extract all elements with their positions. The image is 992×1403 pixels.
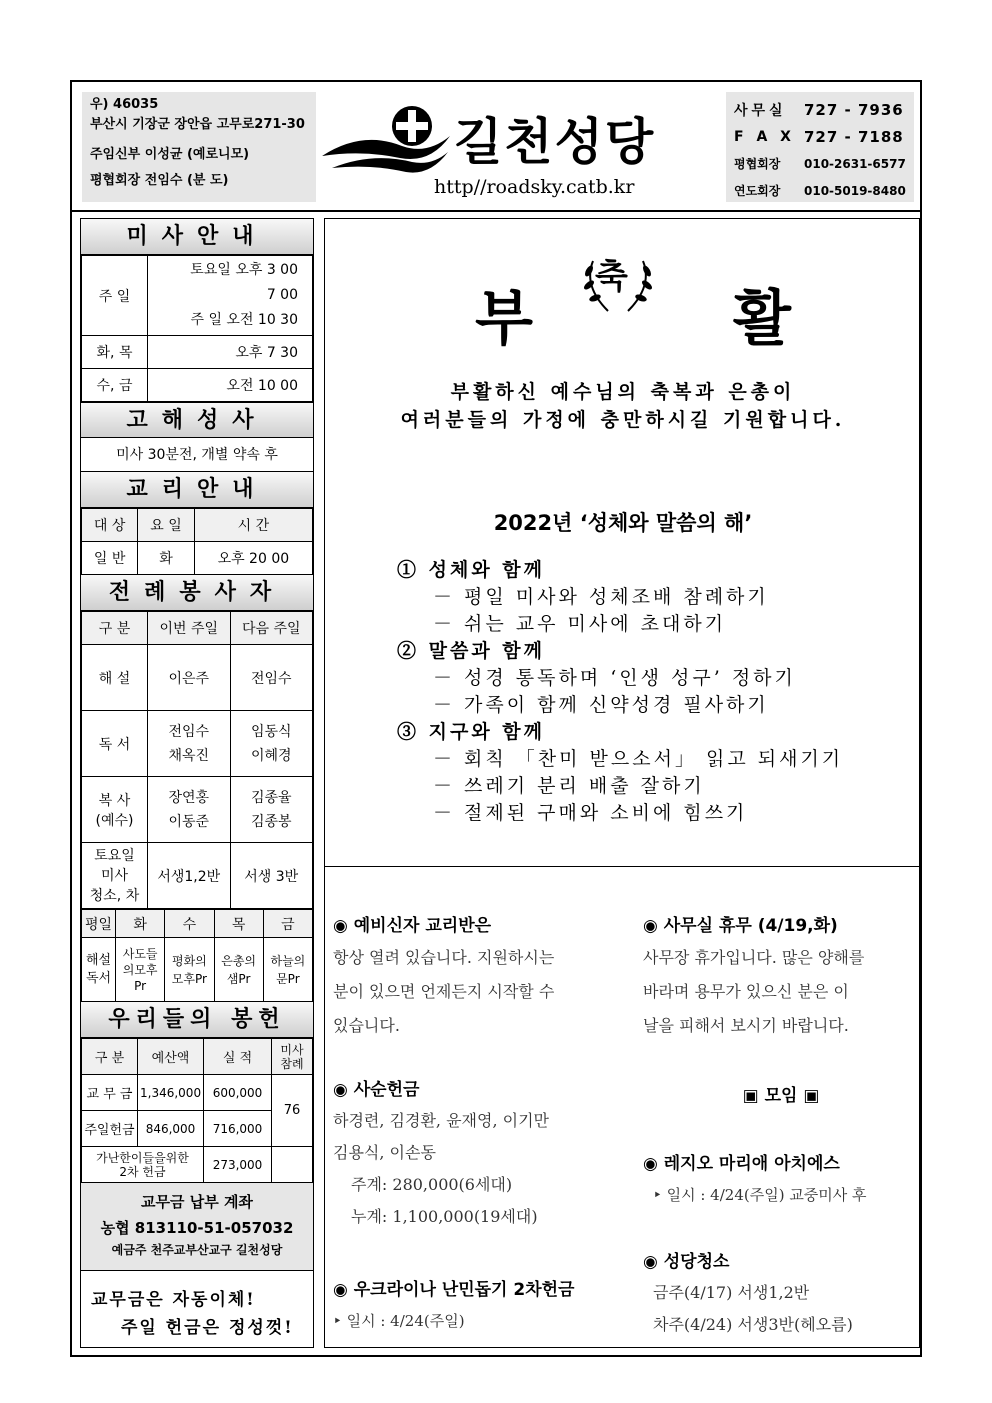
notices-box (325, 869, 921, 1349)
website-link[interactable]: http//roadsky.catb.kr (434, 176, 635, 198)
account-number: 농협 813110-51-057032 (100, 1219, 294, 1237)
col-header: 금 (263, 910, 312, 938)
contact-fax (734, 123, 906, 150)
footer-note (81, 1271, 313, 1351)
tuethu-label: 화, 목 (82, 336, 148, 369)
confession-note: 미사 30분전, 개별 약속 후 (81, 438, 313, 472)
notice-line: ‣ 일시 : 4/24(주일) (333, 1312, 465, 1330)
contact-memorial (734, 177, 906, 204)
item-sub: － 절제된 구매와 소비에 힘쓰기 (433, 802, 748, 824)
notice-title: ◉ 사순헌금 (333, 1080, 420, 1100)
parish-name: 길천성당 (454, 113, 656, 171)
sunday-times (148, 256, 313, 336)
item-sub: － 성경 통독하며 ‘인생 성구’ 정하기 (433, 667, 796, 689)
col-header: 예산액 (138, 1039, 204, 1075)
catechumen-notice (333, 911, 613, 1043)
col-header: 평일 (82, 910, 116, 938)
col-header: 구 분 (82, 612, 148, 645)
notice-line: 있습니다. (333, 1016, 400, 1035)
item-sub: － 쓰레기 분리 배출 잘하기 (433, 775, 705, 797)
lent-offering-notice (333, 1075, 613, 1233)
col-header: 수 (165, 910, 214, 938)
sunday-label: 주 일 (82, 256, 148, 336)
catechism-table (81, 508, 313, 575)
office-notice (643, 911, 919, 1043)
next-week-cell: 김종율 김종봉 (230, 777, 313, 843)
greeting-line: 부활하신 예수님의 축복과 은총이 (450, 381, 796, 403)
footer-line: 교무금은 자동이체! (91, 1290, 256, 1310)
cleaning-notice (643, 1247, 919, 1341)
next-week-cell: 전임수 (230, 645, 313, 711)
notice-line: 항상 열려 있습니다. 지원하시는 (333, 948, 555, 967)
notice-line: 바라며 용무가 있으신 분은 이 (643, 982, 849, 1001)
col-header: 목 (214, 910, 263, 938)
offering-budget: 846,000 (138, 1111, 204, 1147)
parish-logo-icon (322, 100, 452, 180)
col-header: 구 분 (82, 1039, 138, 1075)
celebration-badge: 축 (595, 257, 628, 297)
notice-title: ◉ 성당청소 (643, 1252, 730, 1272)
weekday-cell: 사도들 의모후 Pr (116, 938, 165, 1002)
item-head: ② 말씀과 함께 (397, 640, 545, 662)
council-head: 평협회장 전임수 (분 도) (90, 173, 229, 188)
contact-label: 평협회장 (734, 157, 781, 171)
notice-title: ◉ 우크라이나 난민돕기 2차헌금 (333, 1280, 575, 1300)
weekday-cell: 평화의 모후Pr (165, 938, 214, 1002)
col-header: 실 적 (204, 1039, 272, 1075)
role-cell: 독 서 (82, 711, 148, 777)
address: 부산시 기장군 장안읍 고무로271-30 (90, 117, 305, 132)
greeting-line: 여러분들의 가정에 충만하시길 기원합니다. (400, 409, 846, 431)
offering-actual: 273,000 (204, 1147, 272, 1183)
mass-title: 미사안내 (81, 219, 313, 255)
this-week-cell: 장연홍 이동준 (148, 777, 231, 843)
role-cell: 토요일 미사 청소, 차 (82, 843, 148, 909)
parish-info (82, 92, 316, 202)
catechism-title: 교리안내 (81, 472, 313, 508)
account-box (81, 1183, 313, 1271)
offering-budget: 1,346,000 (138, 1075, 204, 1111)
item-sub: － 회칙 「찬미 받으소서」 읽고 되새기기 (433, 748, 844, 770)
offering-label: 가난한이들을위한 2차 헌금 (82, 1147, 204, 1183)
account-title: 교무금 납부 계좌 (141, 1193, 253, 1211)
contact-office (734, 96, 906, 123)
notice-line: 차주(4/24) 서생3반(헤오름) (653, 1315, 853, 1334)
contact-value: 010-5019-8480 (804, 183, 906, 198)
item-sub: － 평일 미사와 성체조배 참례하기 (433, 586, 769, 608)
easter-char-right: 활 (733, 284, 791, 354)
contact-council (734, 150, 906, 177)
this-week-cell: 전임수 채옥진 (148, 711, 231, 777)
pastor: 주임신부 이성균 (예로니모) (90, 147, 250, 162)
notice-title: ◉ 레지오 마리애 아치에스 (643, 1154, 840, 1174)
week-total: 주계: 280,000(6세대) (351, 1175, 513, 1194)
weekday-liturgy-table (81, 909, 313, 1002)
weekday-cell: 해설 독서 (82, 938, 116, 1002)
contact-value: 727 - 7936 (804, 100, 904, 119)
tuethu-time: 오후 7 30 (148, 336, 313, 369)
item-head: ① 성체와 함께 (397, 559, 545, 581)
col-header: 대 상 (82, 509, 138, 542)
time-line: 주 일 오전 10 30 (190, 312, 298, 328)
notice-title: ◉ 예비신자 교리반은 (333, 916, 492, 936)
postal-code: 우) 46035 (90, 97, 159, 112)
cumulative-total: 누계: 1,100,000(19세대) (351, 1207, 538, 1226)
notice-line: 분이 있으면 언제든지 시작할 수 (333, 982, 555, 1001)
notice-line: 날을 피해서 보시기 바랍니다. (643, 1016, 849, 1035)
time-line: 토요일 오후 3 00 (190, 262, 298, 278)
account-holder: 예금주 천주교부산교구 길천성당 (111, 1243, 283, 1257)
bulletin-page (70, 80, 922, 1357)
easter-box (325, 219, 921, 867)
mass-schedule-table (81, 255, 313, 402)
header (72, 82, 920, 212)
wedfri-time: 오전 10 00 (148, 369, 313, 402)
offering-actual: 716,000 (204, 1111, 272, 1147)
contact-value: 010-2631-6577 (804, 156, 906, 171)
item-sub: － 쉬는 교우 미사에 초대하기 (433, 613, 727, 635)
easter-char-left: 부 (475, 284, 533, 354)
item-head: ③ 지구와 함께 (397, 721, 545, 743)
logo-area (322, 94, 712, 204)
offering-actual: 600,000 (204, 1075, 272, 1111)
col-header: 미사 참례 (272, 1039, 313, 1075)
col-header: 요 일 (138, 509, 194, 542)
notice-line: ‣ 일시 : 4/24(주일) 교중미사 후 (653, 1186, 867, 1204)
item-sub: － 가족이 함께 신약성경 필사하기 (433, 694, 769, 716)
confession-title: 고해성사 (81, 402, 313, 438)
offering-table (81, 1038, 313, 1183)
left-column (80, 218, 314, 1348)
year-items (397, 555, 843, 825)
contact-label: F A X (734, 128, 795, 145)
role-cell: 해 설 (82, 645, 148, 711)
year-title: 2022년 ‘성체와 말씀의 해’ (493, 511, 753, 535)
catechism-cell: 화 (138, 542, 194, 575)
contact-value: 727 - 7188 (804, 127, 904, 146)
weekday-cell: 은총의 샘Pr (214, 938, 263, 1002)
legio-notice (643, 1149, 919, 1211)
next-week-cell: 서생 3반 (230, 843, 313, 909)
notice-line: 사무장 휴가입니다. 많은 양해를 (643, 948, 865, 967)
contact-label: 연도회장 (734, 184, 781, 198)
next-week-cell: 임동식 이혜경 (230, 711, 313, 777)
empty-cell (272, 1147, 313, 1183)
time-line: 7 00 (266, 287, 298, 303)
catechism-cell: 일 반 (82, 542, 138, 575)
notice-line: 금주(4/17) 서생1,2반 (653, 1283, 810, 1302)
liturgy-table (81, 611, 313, 909)
col-header: 이번 주일 (148, 612, 231, 645)
wedfri-label: 수, 금 (82, 369, 148, 402)
footer-line: 주일 헌금은 정성껏! (121, 1318, 294, 1338)
role-cell: 복 사 (예수) (82, 777, 148, 843)
col-header: 화 (116, 910, 165, 938)
col-header: 시 간 (194, 509, 312, 542)
col-header: 다음 주일 (230, 612, 313, 645)
notice-line: 김용식, 이손동 (333, 1143, 436, 1162)
right-column (324, 218, 920, 1348)
offering-label: 교 무 금 (82, 1075, 138, 1111)
offering-label: 주일헌금 (82, 1111, 138, 1147)
this-week-cell: 이은주 (148, 645, 231, 711)
liturgy-title: 전례봉사자 (81, 575, 313, 611)
notice-line: 하경련, 김경환, 윤재영, 이기만 (333, 1111, 549, 1130)
attendance-count: 76 (272, 1075, 313, 1147)
contacts (726, 92, 914, 202)
weekday-cell: 하늘의 문Pr (263, 938, 312, 1002)
ukraine-notice (333, 1275, 623, 1337)
meeting-title: ▣ 모임 ▣ (742, 1086, 820, 1106)
this-week-cell: 서생1,2반 (148, 843, 231, 909)
catechism-cell: 오후 20 00 (194, 542, 312, 575)
contact-label: 사무실 (734, 102, 787, 119)
notice-title: ◉ 사무실 휴무 (4/19,화) (643, 916, 838, 936)
offering-title: 우리들의 봉헌 (81, 1002, 313, 1038)
